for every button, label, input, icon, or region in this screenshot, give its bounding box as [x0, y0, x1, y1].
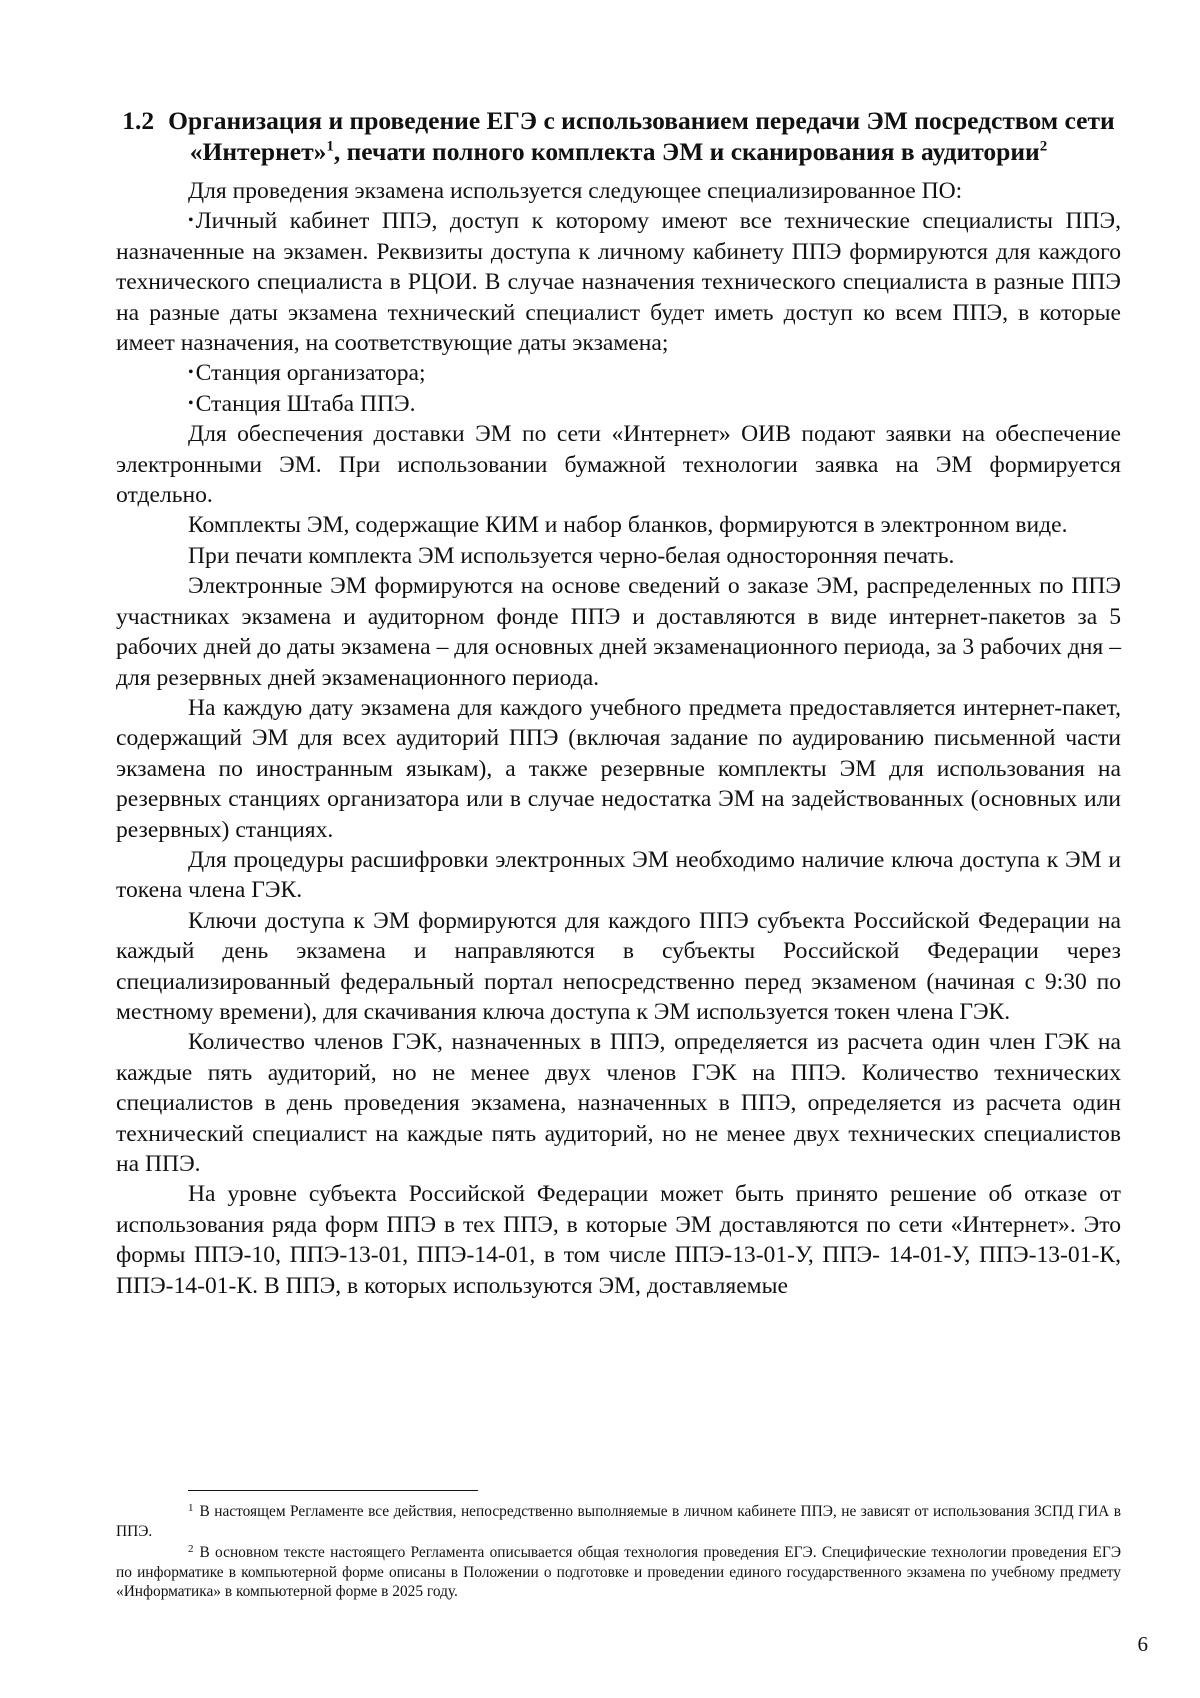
- document-page: [116, 105, 1121, 1301]
- page-number: 6: [1137, 1632, 1148, 1656]
- footnote-ref-2[interactable]: 2: [1039, 138, 1048, 155]
- paragraph: При печати комплекта ЭМ используется черно-белая односторонняя печать.: [188, 542, 955, 569]
- paragraph: На уровне субъекта Российской Федерации может быть принято решение об отказе от использования ряда форм ППЭ в тех ППЭ, в которые ЭМ доставляются по сети «Интернет». Это формы ППЭ-10, ППЭ-13-01, ППЭ-14-01, в том числе ППЭ-13-01-У, ППЭ- 14-01-У, ППЭ-13-01-К, ППЭ-14-01-К. В ППЭ, в которых используются ЭМ, доставляемые: [116, 1181, 1121, 1299]
- paragraph: Комплекты ЭМ, содержащие КИМ и набор бланков, формируются в электронном виде.: [188, 512, 1068, 539]
- paragraph: Для процедуры расшифровки электронных ЭМ необходимо наличие ключа доступа к ЭМ и токена члена ГЭК.: [116, 846, 1121, 904]
- footnotes: [116, 1502, 1121, 1604]
- bullet-icon: •: [188, 212, 194, 230]
- paragraph: Для обеспечения доставки ЭМ по сети «Интернет» ОИВ подают заявки на обеспечение электронными ЭМ. При использовании бумажной технологии заявка на ЭМ формируется отдельно.: [116, 421, 1121, 509]
- paragraph: Количество членов ГЭК, назначенных в ППЭ, определяется из расчета один член ГЭК на каждые пять аудиторий, но не менее двух членов ГЭК на ППЭ. Количество технических специалистов в день проведения экзамена, назначенных в ППЭ, определяется из расчета один технический специалист на каждые пять аудиторий, но не менее двух технических специалистов на ППЭ.: [116, 1029, 1121, 1177]
- section-number: 1.2: [122, 106, 155, 135]
- bullet-text: Станция Штаба ППЭ.: [195, 390, 416, 417]
- section-title-part2: , печати полного комплекта ЭМ и сканирования в аудитории: [333, 137, 1040, 166]
- bullet-icon: •: [188, 364, 194, 382]
- section-title-part1: Организация и проведение ЕГЭ с использованием передачи ЭМ посредством сети «Интернет»: [168, 106, 1115, 166]
- paragraph: Для проведения экзамена используется следующее специализированное ПО:: [188, 178, 963, 204]
- footnote-text: В основном тексте настоящего Регламента описывается общая технология проведения ЕГЭ. Специфические технологии проведения ЕГЭ по информатике в компьютерной форме описаны в Положении о подготовке и проведении единого государственного экзамена по учебному предмету «Информатика» в компьютерной форме в 2025 году.: [116, 1544, 1121, 1600]
- bullet-item: [116, 389, 1121, 419]
- bullet-text: Станция организатора;: [195, 360, 426, 387]
- footnote-number: 2: [188, 1543, 194, 1555]
- paragraph: Ключи доступа к ЭМ формируются для каждого ППЭ субъекта Российской Федерации на каждый день экзамена и направляются в субъекты Российской Федерации через специализированный федеральный портал непосредственно перед экзаменом (начиная с 9:30 по местному времени), для скачивания ключа доступа к ЭМ используется токен члена ГЭК.: [116, 907, 1121, 1025]
- document-body: [116, 176, 1121, 1301]
- footnote-number: 1: [188, 1502, 194, 1514]
- bullet-text: Личный кабинет ППЭ, доступ к которому имеют все технические специалисты ППЭ, назначенные на экзамен. Реквизиты доступа к личному кабинету ППЭ формируются для каждого технического специалиста в РЦОИ. В случае назначения технического специалиста в разные ППЭ на разные даты экзамена технический специалист будет иметь доступ ко всем ППЭ, в которые имеет назначения, на соответствующие даты экзамена;: [116, 208, 1121, 357]
- footnote-1: [116, 1502, 1121, 1541]
- paragraph: Электронные ЭМ формируются на основе сведений о заказе ЭМ, распределенных по ППЭ участниках экзамена и аудиторном фонде ППЭ и доставляются в виде интернет-пакетов за 5 рабочих дней до даты экзамена – для основных дней экзаменационного периода, за 3 рабочих дня – для резервных дней экзаменационного периода.: [116, 573, 1121, 691]
- bullet-item: [116, 206, 1121, 358]
- footnote-divider: [188, 1490, 478, 1491]
- bullet-icon: •: [188, 394, 194, 412]
- footnote-text: В настоящем Регламенте все действия, непосредственно выполняемые в личном кабинете ППЭ, не зависят от использования ЗСПД ГИА в ППЭ.: [116, 1503, 1121, 1540]
- bullet-item: [116, 358, 1121, 388]
- paragraph: На каждую дату экзамена для каждого учебного предмета предоставляется интернет-пакет, содержащий ЭМ для всех аудиторий ППЭ (включая задание по аудированию письменной части экзамена по иностранным языкам), а также резервные комплекты ЭМ для использования на резервных станциях организатора или в случае недостатка ЭМ на задействованных (основных или резервных) станциях.: [116, 694, 1121, 843]
- footnote-ref-1[interactable]: 1: [326, 138, 334, 155]
- section-heading: [116, 105, 1121, 167]
- footnote-2: [116, 1543, 1121, 1602]
